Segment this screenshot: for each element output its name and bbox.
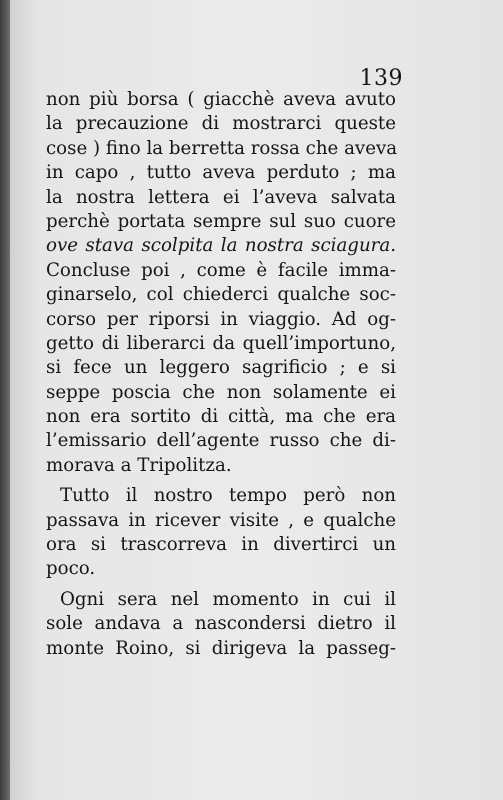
- paragraph: [46, 588, 396, 661]
- book-page: [10, 0, 503, 800]
- page-text: [46, 88, 396, 661]
- text-line: getto di liberarci da quell’importuno,: [46, 332, 396, 354]
- text-line: cose ) fino la berretta rossa che aveva: [46, 137, 398, 159]
- text-line: la precauzione di mostrarci queste: [46, 113, 396, 135]
- text-line: ora si trascorreva in divertirci un: [46, 534, 396, 556]
- text-line: sole andava a nascondersi dietro il: [46, 613, 396, 635]
- page-number: 139: [359, 66, 403, 91]
- text-line: non più borsa ( giacchè aveva avuto: [46, 89, 396, 110]
- paragraph: [46, 484, 396, 582]
- text-line: Ogni sera nel momento in cui il: [60, 588, 396, 610]
- text-line: Concluse poi , come è facile imma-: [46, 259, 396, 281]
- text-line: l’emissario dell’agente russo che di-: [46, 430, 396, 452]
- text-line: monte Roino, si dirigeva la passeg-: [46, 637, 396, 659]
- text-line: in capo , tutto aveva perduto ; ma: [46, 162, 396, 184]
- scan-edge: [0, 0, 10, 800]
- text-line: corso per riporsi in viaggio. Ad og-: [46, 308, 396, 330]
- text-line: morava a Tripolitza.: [46, 454, 232, 476]
- text-line: non era sortito di città, ma che era: [46, 406, 396, 428]
- text-line: perchè portata sempre sul suo cuore: [46, 210, 396, 232]
- text-line: la nostra lettera ei l’aveva salvata: [46, 186, 396, 208]
- text-line: poco.: [46, 558, 96, 580]
- text-line: si fece un leggero sagrificio ; e si: [46, 357, 396, 379]
- text-line: ginarselo, col chiederci qualche soc-: [46, 284, 396, 306]
- text-line: Tutto il nostro tempo però non: [60, 485, 396, 507]
- text-line: seppe poscia che non solamente ei: [46, 381, 396, 403]
- paragraph: [46, 88, 396, 478]
- text-line-italic: ove stava scolpita la nostra sciagura.: [46, 235, 396, 257]
- text-line: passava in ricever visite , e qualche: [46, 509, 396, 531]
